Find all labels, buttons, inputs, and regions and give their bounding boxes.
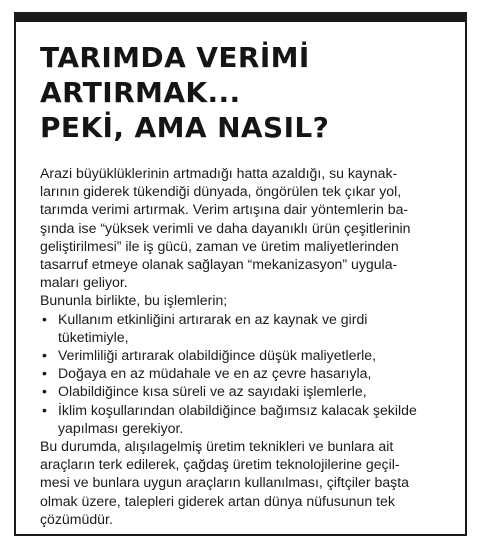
body-line: Arazi büyüklüklerinin artmadığı hatta azaldığı, su kaynak- (40, 165, 398, 181)
headline-line: TARIMDA VERİMİ (40, 41, 310, 74)
bullet-icon: • (42, 310, 47, 327)
article-body (40, 164, 452, 528)
bullet-icon: • (42, 401, 47, 418)
top-rule (16, 14, 465, 22)
list-item (40, 364, 452, 382)
body-line: yapılması gerekiyor. (58, 419, 184, 436)
body-line: şında ise “yüksek verimli ve daha dayanıklı ürün çeşitlerinin (40, 219, 411, 236)
list-item (40, 310, 452, 346)
body-line: tarımda verimi artırmak. Verim artışına dair yöntemlerin ba- (40, 201, 409, 218)
body-line: Kullanım etkinliğini artırarak en az kaynak ve girdi (58, 310, 368, 327)
body-line: Olabildiğince kısa süreli ve az sayıdaki işlemlerle, (58, 383, 367, 400)
body-line: geliştirilmesi” ile iş gücü, zaman ve üretim maliyetlerinden (40, 237, 399, 254)
body-line: araçların terk edilerek, çağdaş üretim teknolojilerine geçil- (40, 456, 400, 473)
article-box (14, 12, 467, 536)
list-item (40, 382, 452, 400)
bullet-icon: • (42, 365, 47, 382)
body-line: İklim koşullarından olabildiğince bağımsız kalacak şekilde (58, 401, 417, 418)
body-line: çözümüdür. (40, 510, 113, 527)
closing-paragraph (40, 437, 452, 528)
body-line: Doğaya en az müdahale ve en az çevre hasarıyla, (58, 365, 372, 382)
body-line: maları geliyor. (40, 274, 128, 291)
bullet-icon: • (42, 347, 47, 364)
body-line: Bu durumda, alışılagelmiş üretim teknikleri ve bunlara ait (40, 438, 394, 455)
headline-line: ARTIRMAK... (40, 76, 241, 109)
headline-line: PEKİ, AMA NASIL? (40, 111, 330, 144)
body-line: olmak üzere, talepleri giderek artan dünya nüfusunun tek (40, 492, 395, 509)
body-line: Verimliliği artırarak olabildiğince düşük maliyetlerle, (58, 347, 377, 364)
list-item (40, 401, 452, 437)
body-line: mesi ve bunlara uygun araçların kullanılması, çiftçiler başta (40, 474, 409, 491)
intro-paragraph (40, 164, 452, 310)
body-line: Bununla birlikte, bu işlemlerin; (40, 292, 228, 309)
list-item (40, 346, 452, 364)
body-line: larının giderek tükendiği dünyada, öngörülen tek çıkar yol, (40, 183, 402, 200)
bullet-list (40, 310, 452, 437)
bullet-icon: • (42, 383, 47, 400)
body-line: tasarruf etmeye olanak sağlayan “mekanizasyon” uygula- (40, 256, 398, 273)
body-line: tüketimiyle, (58, 328, 129, 345)
headline (40, 40, 329, 145)
